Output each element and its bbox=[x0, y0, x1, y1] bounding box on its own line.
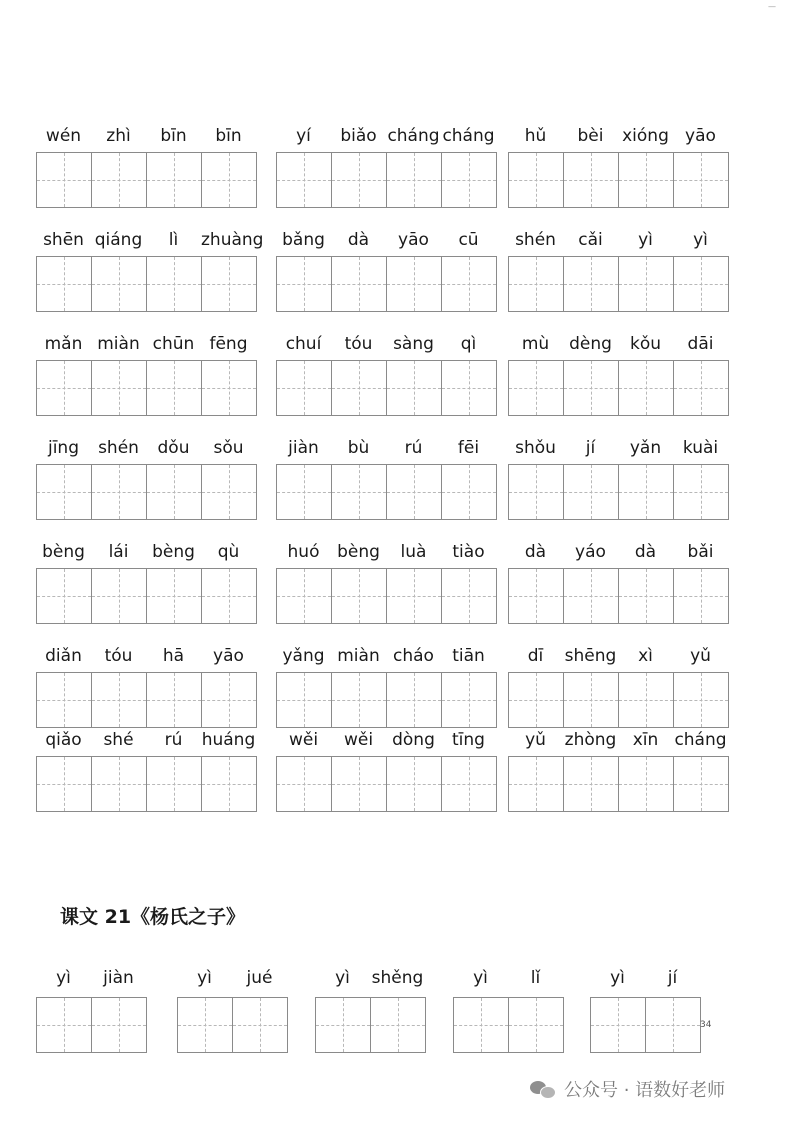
pinyin-label: yǎn bbox=[629, 438, 662, 458]
writing-cell bbox=[201, 360, 257, 416]
pinyin-label: bǎng bbox=[282, 230, 325, 250]
tianzige-grid bbox=[177, 997, 288, 1053]
writing-cell bbox=[563, 672, 619, 728]
writing-cell bbox=[146, 568, 202, 624]
pinyin-label: yì bbox=[693, 230, 708, 250]
pinyin-label: lì bbox=[168, 230, 179, 250]
writing-cell bbox=[146, 256, 202, 312]
watermark bbox=[530, 1076, 725, 1102]
tianzige-grid bbox=[36, 672, 257, 728]
pinyin-label: jiàn bbox=[103, 968, 134, 988]
pinyin-label: qiǎo bbox=[45, 730, 82, 750]
writing-cell bbox=[232, 997, 288, 1053]
writing-cell bbox=[331, 360, 387, 416]
pinyin-label: bǎi bbox=[687, 542, 714, 562]
writing-cell bbox=[508, 997, 564, 1053]
pinyin-label: yì bbox=[473, 968, 488, 988]
pinyin-label: yǎng bbox=[282, 646, 325, 666]
practice-row bbox=[36, 436, 736, 536]
tianzige-grid bbox=[36, 152, 257, 208]
tianzige-grid bbox=[276, 256, 497, 312]
pinyin-label: bīn bbox=[160, 126, 187, 146]
writing-cell bbox=[91, 152, 147, 208]
writing-cell bbox=[441, 756, 497, 812]
writing-cell bbox=[331, 256, 387, 312]
writing-cell bbox=[386, 464, 442, 520]
pinyin-label: dà bbox=[634, 542, 657, 562]
pinyin-label: lǐ bbox=[530, 968, 541, 988]
pinyin-label: mǎn bbox=[44, 334, 83, 354]
tianzige-grid bbox=[508, 152, 729, 208]
tianzige-grid bbox=[276, 464, 497, 520]
watermark-text: 公众号 · 语数好老师 bbox=[564, 1080, 726, 1101]
writing-cell bbox=[508, 464, 564, 520]
pinyin-label: wěi bbox=[343, 730, 374, 750]
pinyin-label: dèng bbox=[569, 334, 612, 354]
writing-cell bbox=[146, 360, 202, 416]
writing-cell bbox=[590, 997, 646, 1053]
pinyin-label: yì bbox=[335, 968, 350, 988]
tianzige-grid bbox=[36, 360, 257, 416]
tianzige-grid bbox=[276, 152, 497, 208]
tianzige-grid bbox=[36, 464, 257, 520]
writing-cell bbox=[36, 360, 92, 416]
pinyin-label: cháo bbox=[393, 646, 434, 666]
tianzige-grid bbox=[315, 997, 426, 1053]
tianzige-grid bbox=[508, 464, 729, 520]
writing-cell bbox=[201, 464, 257, 520]
pinyin-label: fēng bbox=[209, 334, 248, 354]
writing-cell bbox=[370, 997, 426, 1053]
writing-cell bbox=[91, 756, 147, 812]
tianzige-grid bbox=[36, 256, 257, 312]
writing-cell bbox=[146, 672, 202, 728]
pinyin-label: shǒu bbox=[515, 438, 556, 458]
writing-cell bbox=[563, 756, 619, 812]
tianzige-grid bbox=[36, 756, 257, 812]
writing-cell bbox=[91, 256, 147, 312]
tianzige-grid bbox=[590, 997, 701, 1053]
pinyin-label: shén bbox=[515, 230, 556, 250]
pinyin-label: bù bbox=[347, 438, 370, 458]
pinyin-label: shēng bbox=[564, 646, 617, 666]
pinyin-label: jí bbox=[585, 438, 596, 458]
pinyin-label: qiáng bbox=[94, 230, 143, 250]
writing-cell bbox=[673, 360, 729, 416]
writing-cell bbox=[386, 152, 442, 208]
pinyin-label: bèi bbox=[577, 126, 604, 146]
pinyin-label: mù bbox=[521, 334, 550, 354]
writing-cell bbox=[146, 464, 202, 520]
pinyin-label: wěi bbox=[288, 730, 319, 750]
writing-cell bbox=[618, 464, 674, 520]
pinyin-label: cháng bbox=[674, 730, 727, 750]
lesson-title: 课文 21《杨氏之子》 bbox=[60, 906, 246, 928]
writing-cell bbox=[618, 256, 674, 312]
pinyin-label: dǒu bbox=[157, 438, 190, 458]
writing-cell bbox=[563, 256, 619, 312]
page-number: 34 bbox=[700, 1020, 712, 1030]
writing-cell bbox=[276, 152, 332, 208]
pinyin-label: yáo bbox=[575, 542, 606, 562]
writing-cell bbox=[386, 256, 442, 312]
pinyin-label: tóu bbox=[104, 646, 133, 666]
writing-cell bbox=[618, 568, 674, 624]
tianzige-grid bbox=[508, 756, 729, 812]
writing-cell bbox=[36, 997, 92, 1053]
pinyin-label: yì bbox=[56, 968, 71, 988]
pinyin-label: xīn bbox=[632, 730, 659, 750]
pinyin-label: cháng bbox=[387, 126, 440, 146]
pinyin-label: dī bbox=[527, 646, 544, 666]
pinyin-label: kǒu bbox=[629, 334, 662, 354]
writing-cell bbox=[276, 756, 332, 812]
pinyin-label: yāo bbox=[685, 126, 716, 146]
writing-cell bbox=[91, 672, 147, 728]
writing-cell bbox=[36, 672, 92, 728]
practice-row bbox=[36, 124, 736, 224]
pinyin-label: lái bbox=[108, 542, 129, 562]
writing-cell bbox=[441, 360, 497, 416]
pinyin-label: kuài bbox=[682, 438, 719, 458]
pinyin-label: bèng bbox=[337, 542, 380, 562]
tianzige-grid bbox=[508, 256, 729, 312]
writing-cell bbox=[563, 152, 619, 208]
writing-cell bbox=[441, 568, 497, 624]
pinyin-label: shé bbox=[103, 730, 134, 750]
tianzige-grid bbox=[276, 756, 497, 812]
pinyin-label: bèng bbox=[152, 542, 195, 562]
pinyin-label: luà bbox=[400, 542, 427, 562]
pinyin-label: chuí bbox=[285, 334, 322, 354]
writing-cell bbox=[673, 756, 729, 812]
writing-cell bbox=[645, 997, 701, 1053]
tianzige-grid bbox=[36, 997, 147, 1053]
pinyin-label: xì bbox=[638, 646, 653, 666]
writing-cell bbox=[508, 256, 564, 312]
pinyin-label: jí bbox=[667, 968, 678, 988]
pinyin-label: dà bbox=[524, 542, 547, 562]
pinyin-label: yì bbox=[610, 968, 625, 988]
writing-cell bbox=[386, 672, 442, 728]
pinyin-label: jué bbox=[246, 968, 273, 988]
writing-cell bbox=[276, 672, 332, 728]
tianzige-grid bbox=[508, 672, 729, 728]
writing-cell bbox=[441, 256, 497, 312]
writing-cell bbox=[91, 360, 147, 416]
tianzige-grid bbox=[276, 672, 497, 728]
writing-cell bbox=[441, 464, 497, 520]
writing-cell bbox=[36, 464, 92, 520]
pinyin-label: yì bbox=[197, 968, 212, 988]
pinyin-label: chūn bbox=[152, 334, 195, 354]
writing-cell bbox=[91, 464, 147, 520]
pinyin-label: yǔ bbox=[690, 646, 711, 666]
pinyin-label: yí bbox=[296, 126, 311, 146]
writing-cell bbox=[673, 568, 729, 624]
writing-cell bbox=[331, 672, 387, 728]
pinyin-label: yǔ bbox=[525, 730, 546, 750]
writing-cell bbox=[36, 256, 92, 312]
pinyin-label: jīng bbox=[47, 438, 79, 458]
writing-cell bbox=[453, 997, 509, 1053]
writing-cell bbox=[673, 256, 729, 312]
pinyin-label: yì bbox=[638, 230, 653, 250]
writing-cell bbox=[201, 152, 257, 208]
writing-cell bbox=[618, 360, 674, 416]
tianzige-grid bbox=[508, 360, 729, 416]
pinyin-label: miàn bbox=[97, 334, 140, 354]
pinyin-label: shěng bbox=[371, 968, 424, 988]
pinyin-label: hǔ bbox=[524, 126, 547, 146]
pinyin-label: sàng bbox=[393, 334, 434, 354]
pinyin-label: jiàn bbox=[288, 438, 319, 458]
writing-cell bbox=[441, 152, 497, 208]
pinyin-label: wén bbox=[45, 126, 82, 146]
pinyin-label: rú bbox=[164, 730, 183, 750]
practice-row bbox=[36, 540, 736, 640]
pinyin-label: shén bbox=[98, 438, 139, 458]
corner-mark: — bbox=[768, 2, 776, 11]
writing-cell bbox=[201, 672, 257, 728]
pinyin-label: yāo bbox=[398, 230, 429, 250]
pinyin-label: cǎi bbox=[578, 230, 603, 250]
pinyin-label: huáng bbox=[201, 730, 256, 750]
writing-cell bbox=[508, 672, 564, 728]
writing-cell bbox=[508, 756, 564, 812]
tianzige-grid bbox=[276, 360, 497, 416]
pinyin-label: tiān bbox=[452, 646, 485, 666]
pinyin-label: zhuàng bbox=[201, 230, 264, 250]
tianzige-grid bbox=[276, 568, 497, 624]
writing-cell bbox=[276, 256, 332, 312]
writing-cell bbox=[673, 672, 729, 728]
pinyin-label: qù bbox=[217, 542, 240, 562]
writing-cell bbox=[331, 568, 387, 624]
practice-row bbox=[36, 332, 736, 432]
writing-cell bbox=[508, 360, 564, 416]
writing-cell bbox=[563, 360, 619, 416]
pinyin-label: miàn bbox=[337, 646, 380, 666]
writing-cell bbox=[331, 756, 387, 812]
writing-cell bbox=[508, 568, 564, 624]
pinyin-label: zhì bbox=[106, 126, 131, 146]
pinyin-label: biǎo bbox=[340, 126, 377, 146]
writing-cell bbox=[618, 756, 674, 812]
pinyin-label: cháng bbox=[442, 126, 495, 146]
writing-cell bbox=[331, 152, 387, 208]
writing-cell bbox=[276, 568, 332, 624]
writing-cell bbox=[36, 756, 92, 812]
wechat-icon bbox=[530, 1079, 556, 1099]
pinyin-label: fēi bbox=[457, 438, 480, 458]
pinyin-label: shēn bbox=[43, 230, 84, 250]
pinyin-label: zhòng bbox=[564, 730, 617, 750]
pinyin-label: tīng bbox=[452, 730, 485, 750]
writing-cell bbox=[146, 152, 202, 208]
practice-row bbox=[36, 228, 736, 328]
writing-cell bbox=[36, 568, 92, 624]
tianzige-grid bbox=[508, 568, 729, 624]
writing-cell bbox=[201, 756, 257, 812]
writing-cell bbox=[91, 568, 147, 624]
writing-cell bbox=[201, 568, 257, 624]
writing-cell bbox=[618, 672, 674, 728]
pinyin-label: bīn bbox=[215, 126, 242, 146]
pinyin-label: dà bbox=[347, 230, 370, 250]
pinyin-label: diǎn bbox=[45, 646, 82, 666]
pinyin-label: rú bbox=[404, 438, 423, 458]
writing-cell bbox=[276, 360, 332, 416]
pinyin-label: huó bbox=[287, 542, 320, 562]
writing-cell bbox=[563, 464, 619, 520]
writing-cell bbox=[441, 672, 497, 728]
pinyin-label: hā bbox=[162, 646, 185, 666]
writing-cell bbox=[508, 152, 564, 208]
writing-cell bbox=[563, 568, 619, 624]
writing-cell bbox=[673, 464, 729, 520]
pinyin-label: dāi bbox=[687, 334, 714, 354]
writing-cell bbox=[673, 152, 729, 208]
practice-row bbox=[36, 728, 736, 828]
pinyin-label: dòng bbox=[392, 730, 435, 750]
pinyin-label: cū bbox=[458, 230, 479, 250]
writing-cell bbox=[386, 360, 442, 416]
pinyin-label: tiào bbox=[452, 542, 485, 562]
writing-cell bbox=[386, 568, 442, 624]
tianzige-grid bbox=[36, 568, 257, 624]
writing-cell bbox=[618, 152, 674, 208]
writing-cell bbox=[177, 997, 233, 1053]
writing-cell bbox=[331, 464, 387, 520]
writing-cell bbox=[201, 256, 257, 312]
writing-cell bbox=[276, 464, 332, 520]
writing-cell bbox=[91, 997, 147, 1053]
pinyin-label: bèng bbox=[42, 542, 85, 562]
lesson-practice-row bbox=[36, 966, 736, 1066]
pinyin-label: sǒu bbox=[213, 438, 244, 458]
writing-cell bbox=[315, 997, 371, 1053]
pinyin-label: xióng bbox=[622, 126, 669, 146]
writing-cell bbox=[146, 756, 202, 812]
writing-cell bbox=[386, 756, 442, 812]
pinyin-label: yāo bbox=[213, 646, 244, 666]
pinyin-label: qì bbox=[460, 334, 477, 354]
tianzige-grid bbox=[453, 997, 564, 1053]
writing-cell bbox=[36, 152, 92, 208]
pinyin-label: tóu bbox=[344, 334, 373, 354]
